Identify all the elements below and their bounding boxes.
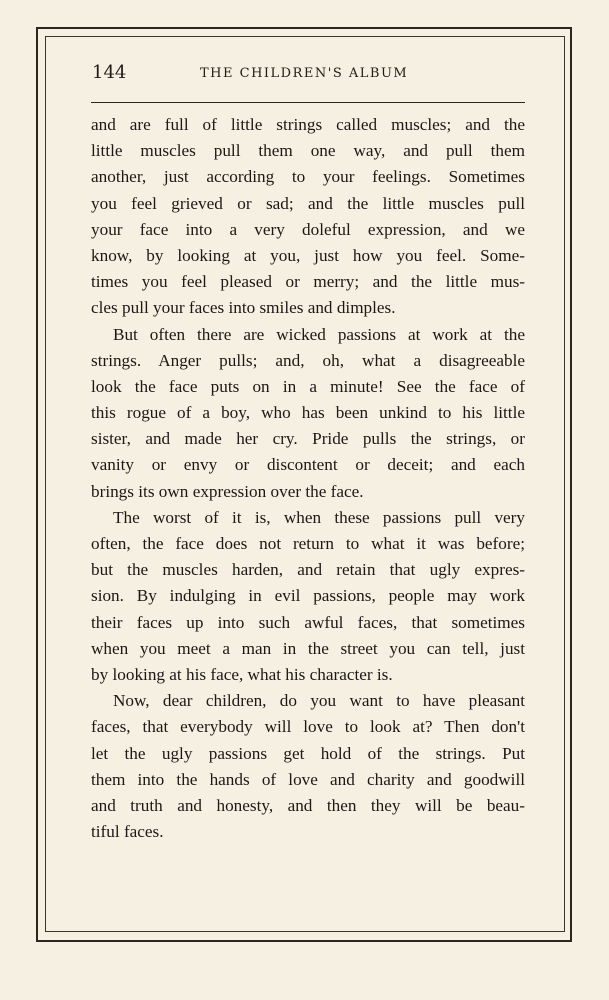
text-line: another, just according to your feelings. Sometimes xyxy=(91,167,525,187)
body-text xyxy=(91,112,525,845)
paragraph-3 xyxy=(91,505,525,688)
text-line: tiful faces. xyxy=(91,822,164,842)
text-line: faces, that everybody will love to look at? Then don't xyxy=(91,717,525,737)
paragraph-4 xyxy=(91,688,525,845)
text-line: your face into a very doleful expression, and we xyxy=(91,219,525,239)
text-line: know, by looking at you, just how you feel. Some- xyxy=(91,245,525,265)
text-line: But often there are wicked passions at work at the xyxy=(113,324,525,344)
page-header xyxy=(90,62,525,86)
paragraph-1 xyxy=(91,112,525,322)
text-line: sister, and made her cry. Pride pulls the strings, or xyxy=(91,429,525,449)
text-line: their faces up into such awful faces, that sometimes xyxy=(91,612,525,632)
header-rule xyxy=(91,102,525,103)
text-line: brings its own expression over the face. xyxy=(91,481,364,501)
text-line: and are full of little strings called muscles; and the xyxy=(91,115,525,134)
text-line: this rogue of a boy, who has been unkind to his little xyxy=(91,403,525,423)
text-line: The worst of it is, when these passions pull very xyxy=(113,507,525,527)
page-number: 144 xyxy=(92,62,127,83)
text-line: often, the face does not return to what it was before; xyxy=(91,534,525,553)
text-line: sion. By indulging in evil passions, people may work xyxy=(91,586,525,606)
running-title: THE CHILDREN'S ALBUM xyxy=(200,66,409,81)
text-line: them into the hands of love and charity and goodwill xyxy=(91,769,525,789)
paragraph-2 xyxy=(91,322,525,505)
text-line: times you feel pleased or merry; and the little mus- xyxy=(91,272,525,292)
text-line: by looking at his face, what his character is. xyxy=(91,664,393,684)
text-line: when you meet a man in the street you can tell, just xyxy=(91,638,525,658)
text-line: and truth and honesty, and then they will be beau- xyxy=(91,795,525,815)
text-line: vanity or envy or discontent or deceit; and each xyxy=(91,455,525,475)
text-line: little muscles pull them one way, and pull them xyxy=(91,141,525,161)
text-line: look the face puts on in a minute! See the face of xyxy=(91,376,525,396)
text-line: but the muscles harden, and retain that ugly expres- xyxy=(91,560,525,580)
text-line: you feel grieved or sad; and the little muscles pull xyxy=(91,193,525,213)
text-line: cles pull your faces into smiles and dimples. xyxy=(91,298,396,318)
text-line: let the ugly passions get hold of the strings. Put xyxy=(91,743,525,763)
text-line: strings. Anger pulls; and, oh, what a disagreeable xyxy=(91,350,525,370)
text-line: Now, dear children, do you want to have pleasant xyxy=(113,691,525,711)
